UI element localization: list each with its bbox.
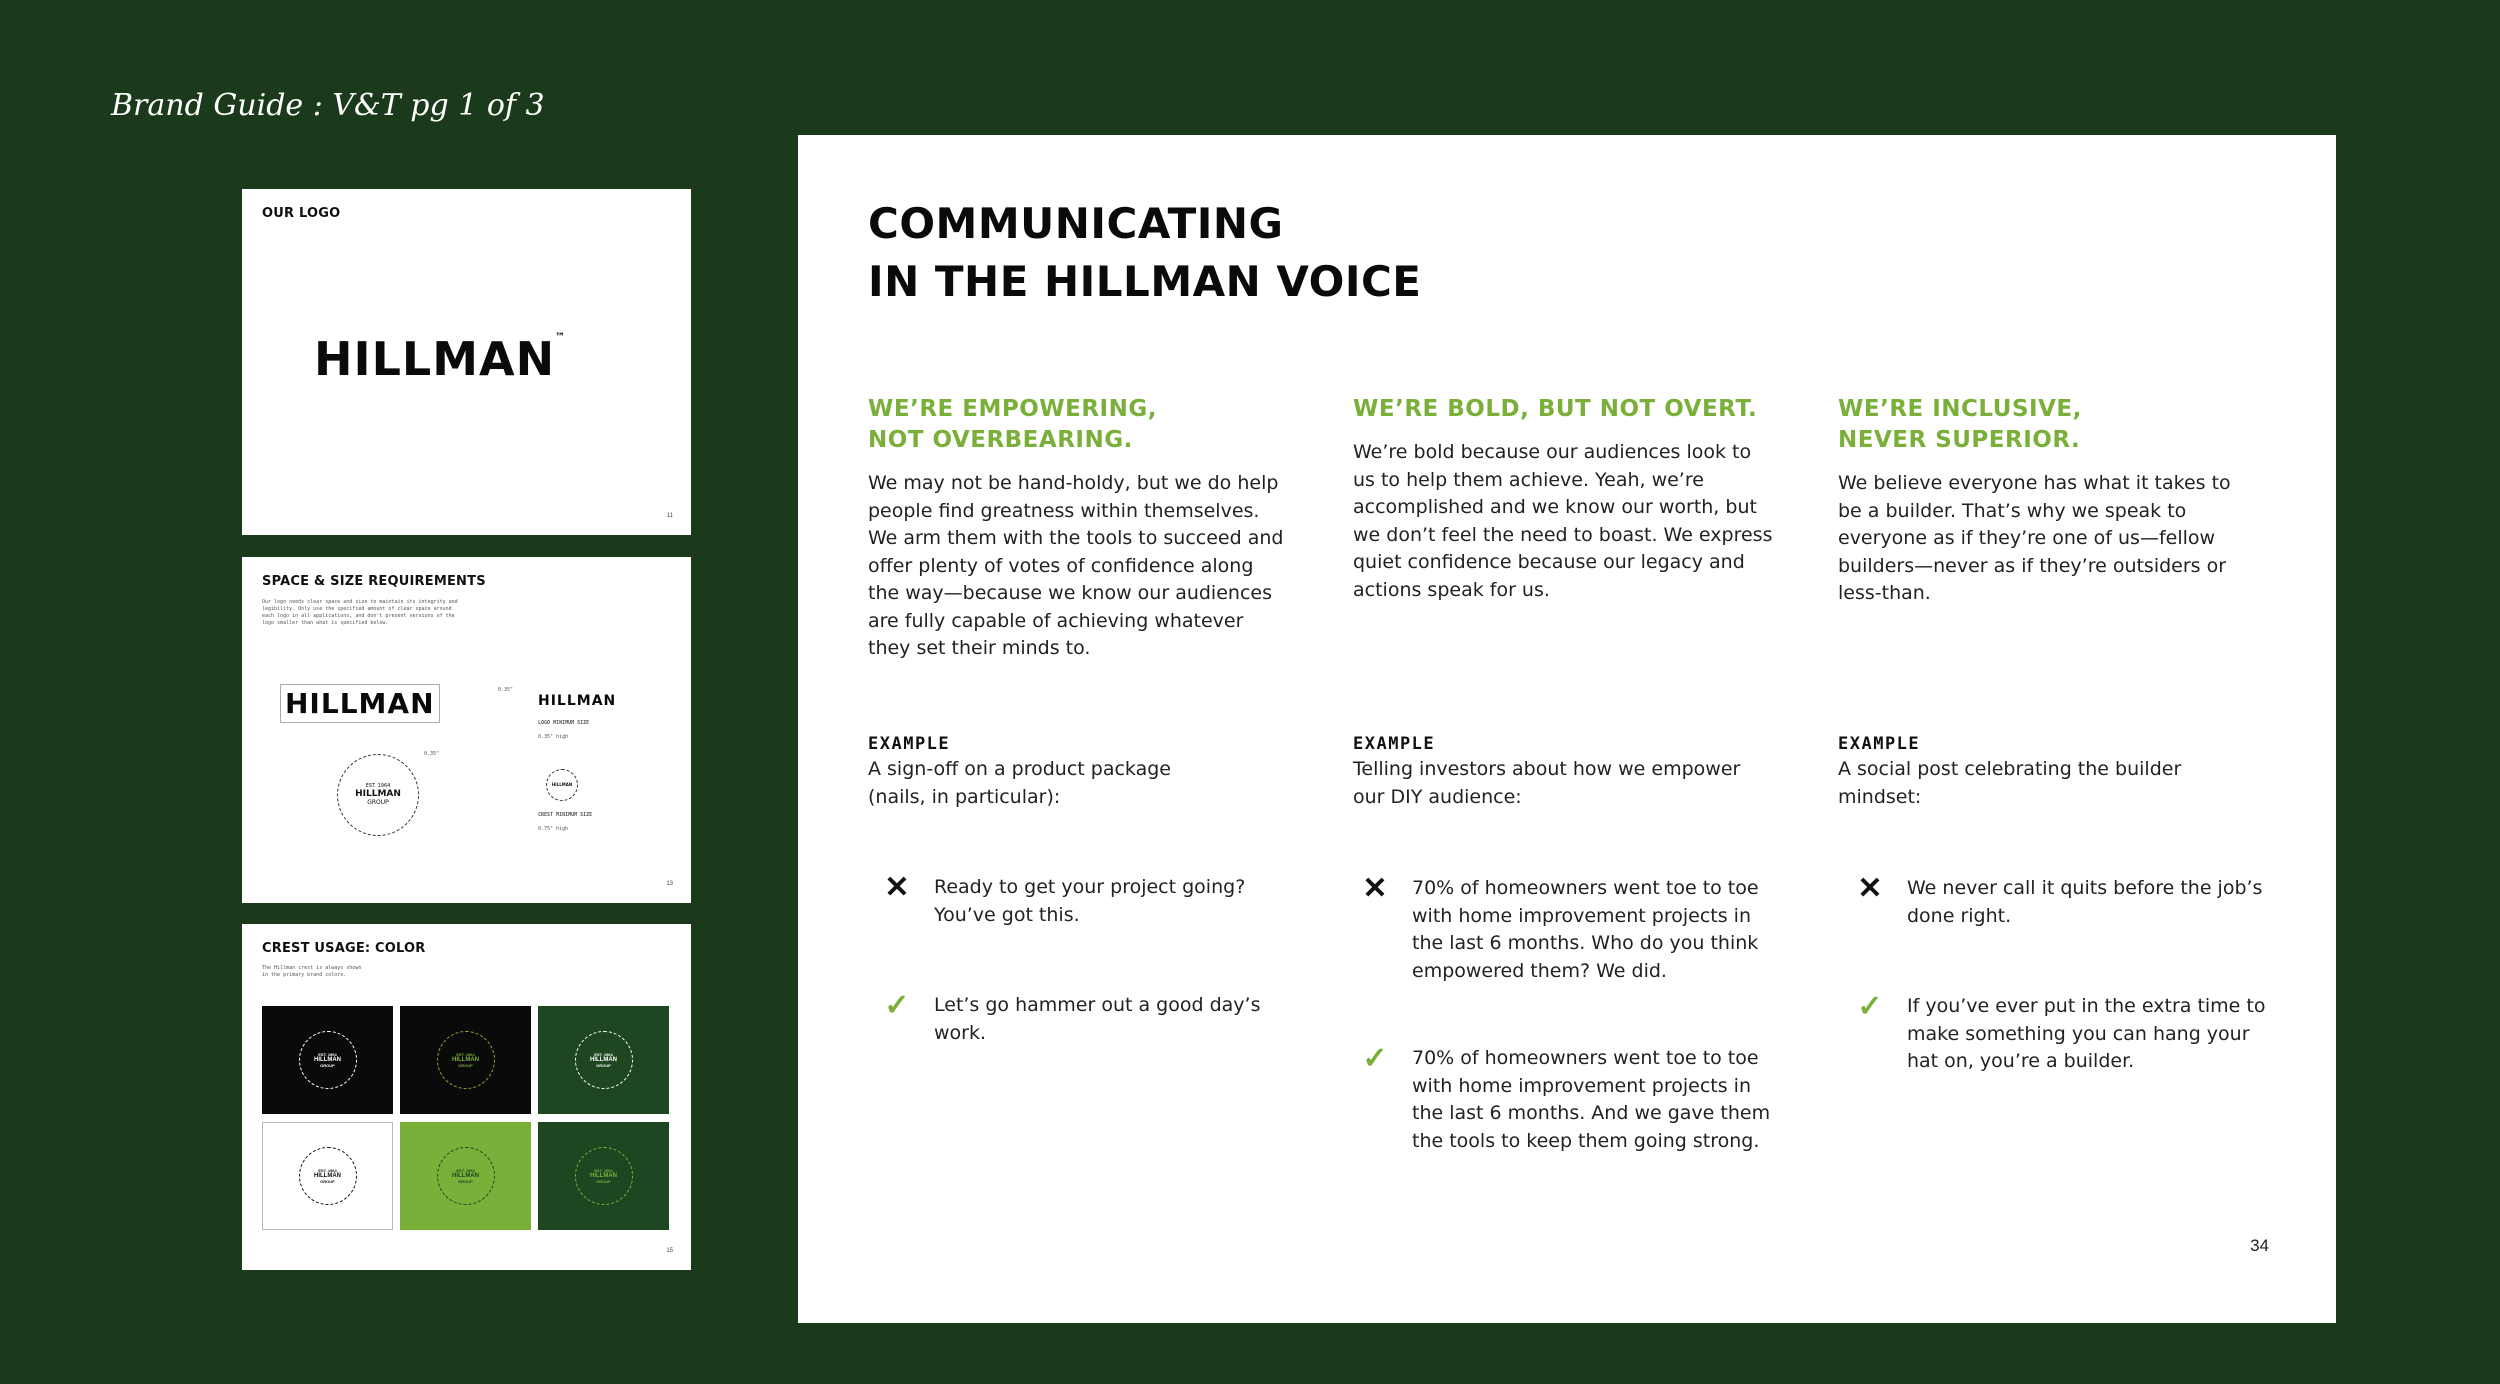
crest-min-value: 0.75" high	[538, 826, 569, 832]
thumbnail-page-number: 15	[666, 1248, 673, 1254]
crest-icon: EST. 1964 HILLMAN GROUP	[575, 1147, 633, 1205]
dont-example	[880, 871, 1294, 929]
column-body: We’re bold because our audiences look to us to help them achieve. Yeah, we’re accomplished and we know our worth, but we don’t feel the need to boast. We express quiet confidence because our legacy and actions speak for us.	[1353, 441, 1773, 601]
crest-tile-black-green	[400, 1006, 531, 1114]
crest-icon: EST. 1964 HILLMAN GROUP	[437, 1147, 495, 1205]
hillman-logo-min: HILLMAN	[538, 693, 617, 709]
x-icon: ✕	[884, 871, 910, 904]
crest-tile-darkgreen-white	[538, 1006, 669, 1114]
voice-column-inclusive	[1838, 394, 2258, 608]
example-label: EXAMPLE	[1353, 734, 1436, 754]
thumbnail-page-number: 11	[666, 513, 673, 519]
example-description: Telling investors about how we empower our DIY audience:	[1353, 758, 1741, 808]
example-description: A social post celebrating the builder mindset:	[1838, 758, 2182, 808]
page-number: 34	[2250, 1236, 2269, 1255]
dont-example-text: Ready to get your project going? You’ve got this.	[934, 876, 1246, 926]
thumbnail-title: OUR LOGO	[262, 206, 341, 221]
example-block	[1838, 734, 2258, 811]
crest-icon: EST. 1964 HILLMAN GROUP	[299, 1147, 357, 1205]
crest-icon: EST. 1964 HILLMAN GROUP	[575, 1031, 633, 1089]
voice-column-bold	[1353, 394, 1773, 604]
crest-tile-darkgreen-green	[538, 1122, 669, 1230]
thumbnail-page-number: 13	[666, 881, 673, 887]
column-heading: WE’RE INCLUSIVE, NEVER SUPERIOR.	[1838, 396, 2082, 453]
do-example	[1853, 990, 2277, 1076]
example-block	[868, 734, 1288, 811]
do-example-text: If you’ve ever put in the extra time to make something you can hang your hat on, you’re a builder.	[1907, 995, 2266, 1072]
dimension-label: 0.35"	[424, 751, 440, 757]
x-icon: ✕	[1857, 872, 1883, 905]
dimension-label: 0.35"	[498, 687, 514, 693]
dont-example	[1358, 872, 1782, 985]
do-example	[1358, 1042, 1782, 1155]
column-body: We may not be hand-holdy, but we do help people find greatness within themselves. We arm them with the tools to succeed and offer plenty of votes of confidence along the way—because we know our audiences are fully capable of achieving whatever they set their minds to.	[868, 472, 1284, 659]
example-block	[1353, 734, 1773, 811]
dont-example-text: 70% of homeowners went toe to toe with home improvement projects in the last 6 months. Who do you think empowered them? We did.	[1412, 877, 1759, 982]
dont-example-text: We never call it quits before the job’s done right.	[1907, 877, 2263, 927]
thumbnail-title: SPACE & SIZE REQUIREMENTS	[262, 574, 486, 589]
thumbnail-space-size[interactable]	[242, 557, 691, 903]
crest-tile-green-darkgreen	[400, 1122, 531, 1230]
crest-tile-black-white	[262, 1006, 393, 1114]
thumbnail-body: Our logo needs clear space and size to maintain its integrity and legibility. Only use the specified amount of clear space around each logo in all applications, and don't present versions of the logo smaller than what is specified below.	[262, 599, 458, 626]
dont-example	[1853, 872, 2277, 930]
hillman-logo-clearspace: HILLMAN	[280, 684, 440, 723]
column-heading: WE’RE EMPOWERING, NOT OVERBEARING.	[868, 396, 1157, 453]
logo-min-label: LOGO MINIMUM SIZE	[538, 720, 590, 726]
title-line: COMMUNICATING	[868, 199, 1284, 248]
check-icon: ✓	[884, 989, 910, 1022]
logo-min-value: 0.35" high	[538, 734, 569, 740]
crest-icon: EST. 1964 HILLMAN GROUP	[437, 1031, 495, 1089]
page-label: Brand Guide : V&T pg 1 of 3	[111, 88, 545, 123]
x-icon: ✕	[1362, 872, 1388, 905]
title-line: IN THE HILLMAN VOICE	[868, 257, 1422, 306]
thumbnail-body: The Hillman crest is always shown in the primary brand colors.	[262, 965, 362, 978]
crest-icon: EST. 1964 HILLMAN GROUP	[299, 1031, 357, 1089]
do-example-text: 70% of homeowners went toe to toe with home improvement projects in the last 6 months. And we gave them the tools to keep them going strong.	[1412, 1047, 1771, 1152]
do-example-text: Let’s go hammer out a good day’s work.	[934, 994, 1261, 1044]
voice-column-empowering	[868, 394, 1288, 663]
do-example	[880, 989, 1314, 1047]
example-label: EXAMPLE	[1838, 734, 1921, 754]
page-title	[868, 195, 1422, 311]
crest-min-label: CREST MINIMUM SIZE	[538, 812, 593, 818]
main-page	[798, 135, 2336, 1323]
crest-tile-white-black	[262, 1122, 393, 1230]
example-label: EXAMPLE	[868, 734, 951, 754]
hillman-logo: HILLMAN™	[314, 332, 567, 386]
thumbnail-title: CREST USAGE: COLOR	[262, 941, 426, 956]
check-icon: ✓	[1857, 990, 1883, 1023]
check-icon: ✓	[1362, 1042, 1388, 1075]
crest-min: HILLMAN	[546, 769, 578, 801]
example-description: A sign-off on a product package (nails, in particular):	[868, 758, 1171, 808]
thumbnail-crest-usage[interactable]	[242, 924, 691, 1270]
thumbnail-our-logo[interactable]	[242, 189, 691, 535]
column-body: We believe everyone has what it takes to be a builder. That’s why we speak to everyone as if they’re one of us—fellow builders—never as if they’re outsiders or less-than.	[1838, 472, 2231, 604]
crest-clearspace: EST. 1964 HILLMAN GROUP	[337, 754, 419, 836]
column-heading: WE’RE BOLD, BUT NOT OVERT.	[1353, 396, 1758, 422]
